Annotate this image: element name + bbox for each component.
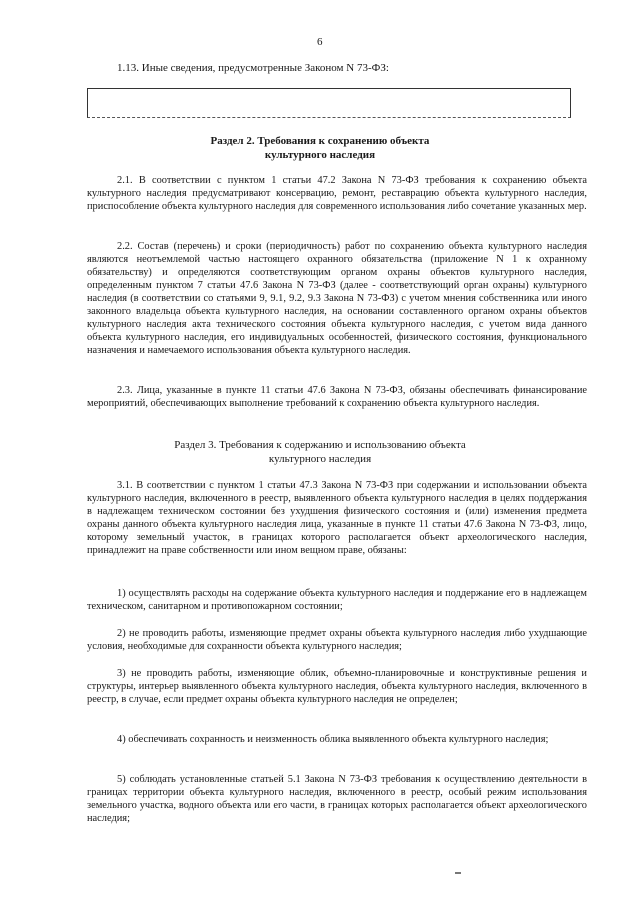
paragraph-3-1: 3.1. В соответствии с пунктом 1 статьи 47.3 Закона N 73-ФЗ при содержании и использовании объекта культурного наследия, включенного в реестр, выявленного объекта культурного наследия в целях поддержания в надлежащем техническом состоянии без ухудшения физического состояния и (или) изменения предмета охраны данного объекта культурного наследия лица, указанные в пункте 11 статьи 47.6 Закона N 73-ФЗ, лицо, которому земельный участок, в границах которого располагается объект археологического наследия, принадлежит на праве собственности или ином вещном праве, обязаны: [87, 480, 587, 556]
paragraph-2-3: 2.3. Лица, указанные в пункте 11 статьи 47.6 Закона N 73-ФЗ, обязаны обеспечивать финансирование мероприятий, обеспечивающих выполнение требований к сохранению объекта культурного наследия. [87, 385, 587, 409]
paragraph-2-1: 2.1. В соответствии с пунктом 1 статьи 47.2 Закона N 73-ФЗ требования к сохранению объекта культурного наследия предусматривают консервацию, ремонт, реставрацию объекта культурного наследия, приспособление объекта культурного наследия для современного использования либо сочетание указанных мер. [87, 175, 587, 212]
list-item-3-1-2: 2) не проводить работы, изменяющие предмет охраны объекта культурного наследия либо ухудшающие условия, необходимые для сохранности объекта культурного наследия; [87, 628, 587, 652]
section-2-title-line2: культурного наследия [264, 149, 376, 161]
item-1-13-label: 1.13. Иные сведения, предусмотренные Законом N 73-ФЗ: [117, 62, 389, 74]
list-item-3-1-4: 4) обеспечивать сохранность и неизменность облика выявленного объекта культурного наследия; [117, 734, 549, 745]
list-item-3-1-5: 5) соблюдать установленные статьей 5.1 Закона N 73-ФЗ требования к осуществлению деятельности в границах территории объекта культурного наследия, включенного в реестр, особый режим использования земельного участка, водного объекта или его части, в границах которых располагается объект археологического наследия; [87, 774, 587, 824]
scan-mark [455, 872, 461, 874]
list-item-3-1-1: 1) осуществлять расходы на содержание объекта культурного наследия и поддержание его в надлежащем техническом, санитарном и противопожарном состоянии; [87, 588, 587, 612]
section-2-title-line1: Раздел 2. Требования к сохранению объекта [210, 135, 430, 147]
section-3-title-line1: Раздел 3. Требования к содержанию и использованию объекта [174, 439, 466, 451]
paragraph-2-2: 2.2. Состав (перечень) и сроки (периодичность) работ по сохранению объекта культурного наследия являются неотъемлемой частью настоящего охранного обязательства (приложение N 1 к охранному обязательству) и определяются соответствующим органом охраны объектов культурного наследия, определенным пунктом 7 статьи 47.6 Закона N 73-ФЗ (далее - соответствующий орган охраны) культурного наследия (в соответствии со статьями 9, 9.1, 9.2, 9.3 Закона N 73-ФЗ) с учетом мнения собственника или иного законного владельца объекта культурного наследия, на основании составленного органом охраны объектов культурного наследия акта технического состояния объекта культурного наследия, с учетом вида данного объекта культурного наследия, его индивидуальных особенностей, физического состояния, функционального назначения и намечаемого использования объекта культурного наследия. [87, 241, 587, 356]
other-info-box [87, 88, 571, 118]
list-item-3-1-3: 3) не проводить работы, изменяющие облик, объемно-планировочные и конструктивные решения и структуры, интерьер выявленного объекта культурного наследия, объекта культурного наследия, включенного в реестр, в случае, если предмет охраны объекта культурного наследия не определен; [87, 668, 587, 705]
page-number: 6 [317, 36, 323, 48]
section-3-title-line2: культурного наследия [268, 453, 372, 465]
